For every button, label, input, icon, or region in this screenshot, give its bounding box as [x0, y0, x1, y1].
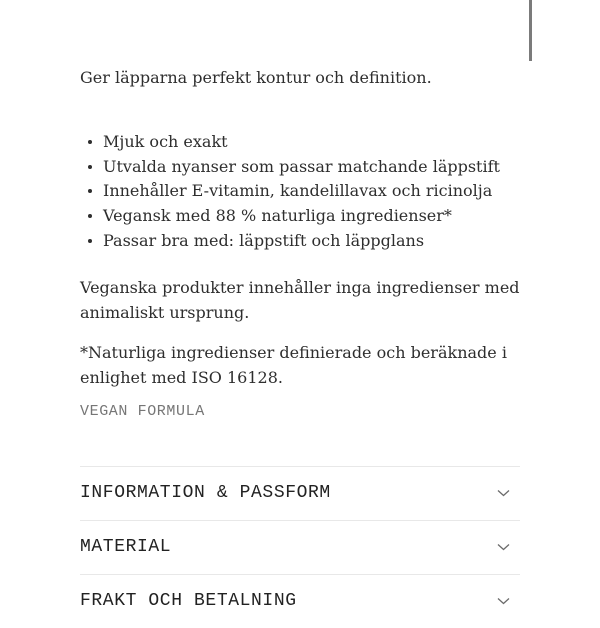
feature-text: Innehåller E-vitamin, kandelillavax och ricinolja [103, 181, 493, 201]
chevron-down-icon [497, 489, 510, 497]
bullet-icon [88, 189, 92, 193]
vegan-formula-label: VEGAN FORMULA [80, 402, 205, 420]
accordion-item-information-passform[interactable] [80, 466, 520, 520]
vegan-note-text: Veganska produkter innehåller inga ingredienser med animaliskt ursprung. [80, 277, 520, 322]
bullet-icon [88, 239, 92, 243]
chevron-down-icon [497, 597, 510, 605]
feature-text: Vegansk med 88 % naturliga ingredienser* [103, 206, 452, 226]
product-feature-list [80, 130, 520, 254]
accordion-item-label: FRAKT OCH BETALNING [80, 591, 297, 612]
accordion-item-material[interactable] [80, 520, 520, 574]
list-item [80, 130, 520, 155]
bullet-icon [88, 214, 92, 218]
list-item [80, 204, 520, 229]
list-item [80, 179, 520, 204]
list-item [80, 229, 520, 254]
natural-ingredients-note-text: *Naturliga ingredienser definierade och beräknade i enlighet med ISO 16128. [80, 342, 507, 387]
chevron-down-icon [497, 543, 510, 551]
list-item [80, 155, 520, 180]
bullet-icon [88, 140, 92, 144]
accordion-item-label: INFORMATION & PASSFORM [80, 483, 331, 504]
product-accordion [80, 466, 520, 628]
accordion-item-label: MATERIAL [80, 537, 172, 558]
product-description-text: Ger läpparna perfekt kontur och definition. [80, 68, 432, 87]
bullet-icon [88, 165, 92, 169]
feature-text: Passar bra med: läppstift och läppglans [103, 230, 425, 250]
feature-text: Mjuk och exakt [103, 132, 228, 151]
feature-text: Utvalda nyanser som passar matchande läppstift [103, 156, 500, 176]
accordion-item-frakt-och-betalning[interactable] [80, 574, 520, 628]
product-description-section [80, 0, 520, 628]
scrollbar-thumb[interactable] [529, 0, 532, 61]
